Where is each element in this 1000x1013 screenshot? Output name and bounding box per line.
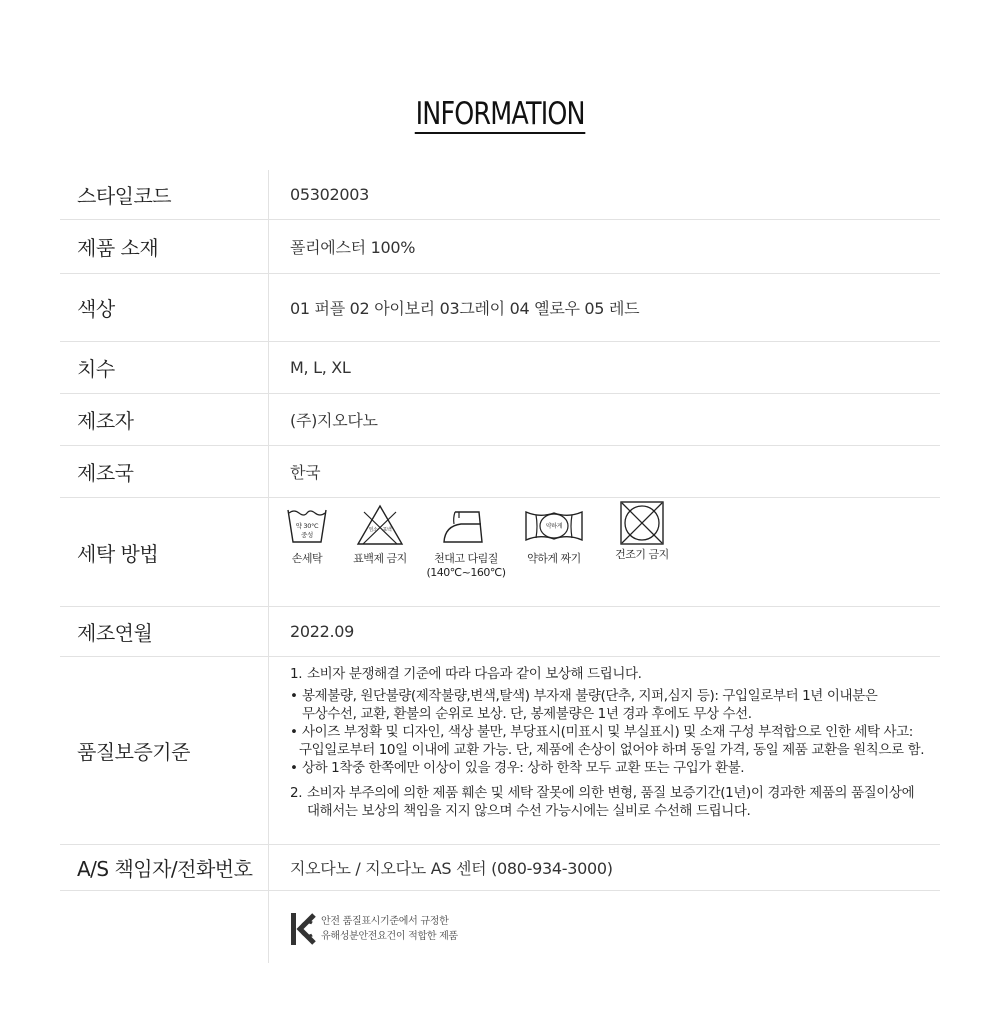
bleach-text: 염소: [368, 527, 378, 533]
row-value: M, L, XL: [268, 342, 940, 393]
wash-label: 천대고 다림질: [434, 552, 498, 565]
row-color: [60, 274, 940, 342]
row-label: 제품 소재: [77, 236, 159, 260]
row-label: 제조연월: [77, 621, 153, 645]
row-label: 치수: [77, 357, 115, 381]
quality-item-2-cont: [290, 802, 940, 820]
wash-temp-text: 약 30°C: [295, 522, 319, 530]
item-number: 1.: [290, 666, 303, 682]
bullet-text: 무상수선, 교환, 환불의 순위로 보상. 단, 봉제불량은 1년 경과 후에도 무상 수선.: [302, 706, 752, 722]
row-value: 한국: [268, 446, 940, 497]
row-label: [60, 891, 268, 963]
row-label: 제조자: [77, 409, 134, 433]
bullet: •: [290, 688, 298, 704]
row-kc: [60, 891, 940, 963]
row-label: 제조국: [77, 461, 134, 485]
kc-text: [321, 914, 458, 944]
quality-bullet-1-cont: [290, 705, 940, 723]
no-bleach-icon: [355, 504, 405, 546]
row-label: 세탁 방법: [77, 541, 159, 566]
wash-no-bleach: [352, 504, 408, 566]
row-value: 2022.09: [268, 607, 940, 656]
quality-item-1: [290, 665, 940, 683]
page-title-wrap: [0, 96, 1000, 134]
item-text: 소비자 부주의에 의한 제품 훼손 및 세탁 잘못에 의한 변형, 품질 보증기간(1년)이 경과한 제품의 품질이상에: [307, 785, 915, 801]
kc-mark: [268, 891, 940, 963]
item-text: 대해서는 보상의 책임을 지지 않으며 수선 가능시에는 실비로 수선해 드립니다.: [307, 803, 751, 819]
wash-detergent-text: 중성: [301, 531, 313, 539]
hand-wash-icon: [286, 504, 328, 546]
wash-iron: [426, 504, 506, 580]
row-date: [60, 607, 940, 657]
kc-logo-icon: [290, 911, 316, 947]
row-size: [60, 342, 940, 394]
wash-label: 약하게 짜기: [527, 552, 581, 565]
row-quality: [60, 657, 940, 845]
wring-text: 약하게: [545, 523, 563, 530]
page-title: INFORMATION: [415, 96, 585, 132]
wash-label-temp: (140℃~160℃): [426, 566, 506, 579]
row-label: 색상: [77, 297, 115, 321]
row-value: 폴리에스터 100%: [268, 220, 940, 273]
quality-bullet-2: [290, 723, 940, 741]
quality-bullet-1: [290, 687, 940, 705]
row-style-code: [60, 170, 940, 220]
row-country: [60, 446, 940, 498]
quality-text: [268, 657, 940, 844]
kc-text-line: 유해성분안전요건이 적합한 제품: [321, 931, 458, 942]
row-label: 품질보증기준: [77, 740, 190, 764]
wash-label: 표백제 금지: [353, 552, 407, 565]
kc-text-line: 안전 품질표시기준에서 규정한: [321, 916, 449, 927]
row-label: 스타일코드: [77, 184, 172, 208]
wash-wring: [524, 504, 584, 566]
bullet-text: 구입일로부터 10일 이내에 교환 가능. 단, 제품에 손상이 없어야 하며 동일 가격, 동일 제품 교환을 원칙으로 함.: [299, 742, 925, 758]
gentle-wring-icon: [524, 504, 584, 546]
quality-item-2: [290, 784, 940, 802]
row-value: 지오다노 / 지오다노 AS 센터 (080-934-3000): [268, 845, 940, 890]
row-washing: [60, 498, 940, 607]
info-table: [60, 170, 940, 963]
iron-icon: [441, 504, 491, 546]
row-value: (주)지오다노: [268, 394, 940, 445]
bullet: •: [290, 760, 298, 776]
wash-label: 손세탁: [291, 552, 323, 565]
wash-label: 건조기 금지: [615, 548, 669, 561]
bullet-text: 상하 1착중 한쪽에만 이상이 있을 경우: 상하 한착 모두 교환 또는 구입가 환불.: [302, 760, 745, 776]
row-maker: [60, 394, 940, 446]
quality-bullet-2-cont: [290, 741, 940, 759]
quality-bullet-3: [290, 759, 940, 777]
bleach-text-2: 표백: [382, 527, 392, 533]
item-number: 2.: [290, 785, 303, 801]
row-value: 01 퍼플 02 아이보리 03그레이 04 옐로우 05 레드: [268, 274, 940, 341]
item-text: 소비자 분쟁해결 기준에 따라 다음과 같이 보상해 드립니다.: [307, 666, 642, 682]
bullet: •: [290, 724, 298, 740]
wash-icons: [268, 498, 940, 606]
wash-hand: [286, 504, 328, 566]
no-tumble-dry-icon: [619, 500, 665, 546]
row-material: [60, 220, 940, 274]
bullet-text: 봉제불량, 원단불량(제작불량,변색,탈색) 부자재 불량(단추, 지퍼,심지 등): 구입일로부터 1년 이내분은: [302, 688, 878, 704]
bullet-text: 사이즈 부정확 및 디자인, 색상 불만, 부당표시(미표시 및 부실표시) 및 소재 구성 부적합으로 인한 세탁 사고:: [302, 724, 913, 740]
row-label: A/S 책임자/전화번호: [77, 857, 253, 881]
row-as: [60, 845, 940, 891]
wash-no-dryer: [612, 504, 672, 562]
row-value: 05302003: [268, 170, 940, 219]
